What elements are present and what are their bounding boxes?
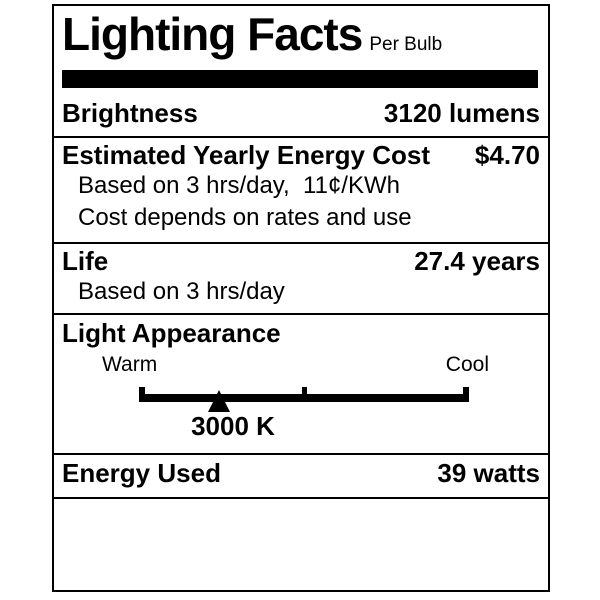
life-label: Life xyxy=(62,246,109,276)
energy-cost-value: $4.70 xyxy=(474,140,540,170)
scale-tick-left xyxy=(139,387,145,402)
marker-triangle-icon xyxy=(208,390,230,412)
label-header xyxy=(54,6,548,70)
section-light-appearance xyxy=(54,315,548,455)
energy-cost-note-2: Cost depends on rates and use xyxy=(78,204,412,231)
light-appearance-row xyxy=(62,318,540,348)
lighting-facts-label xyxy=(52,4,550,592)
life-note: Based on 3 hrs/day xyxy=(78,278,285,305)
energy-cost-label: Estimated Yearly Energy Cost xyxy=(62,140,431,170)
color-temperature-value: 3000 K xyxy=(191,411,275,441)
label-subtitle: Per Bulb xyxy=(369,34,443,55)
light-appearance-label: Light Appearance xyxy=(62,318,281,348)
section-life xyxy=(54,244,548,315)
energy-cost-note-1: Based on 3 hrs/day, 11¢/KWh xyxy=(78,172,400,199)
cool-label: Cool xyxy=(445,353,489,376)
scale-tick-middle xyxy=(302,387,307,402)
warm-label: Warm xyxy=(102,353,158,376)
section-energy-cost xyxy=(54,138,548,244)
label-title: Lighting Facts xyxy=(62,8,363,60)
brightness-label: Brightness xyxy=(62,98,198,128)
energy-cost-row xyxy=(62,140,540,170)
scale-tick-right xyxy=(463,387,469,402)
row-brightness xyxy=(54,88,548,138)
energy-used-label: Energy Used xyxy=(62,458,221,488)
warm-cool-row xyxy=(62,350,540,380)
energy-used-value: 39 watts xyxy=(437,458,540,488)
life-row xyxy=(62,246,540,276)
divider-bar xyxy=(62,70,538,88)
life-value: 27.4 years xyxy=(414,246,540,276)
row-energy-used xyxy=(54,455,548,499)
brightness-value: 3120 lumens xyxy=(383,98,540,128)
